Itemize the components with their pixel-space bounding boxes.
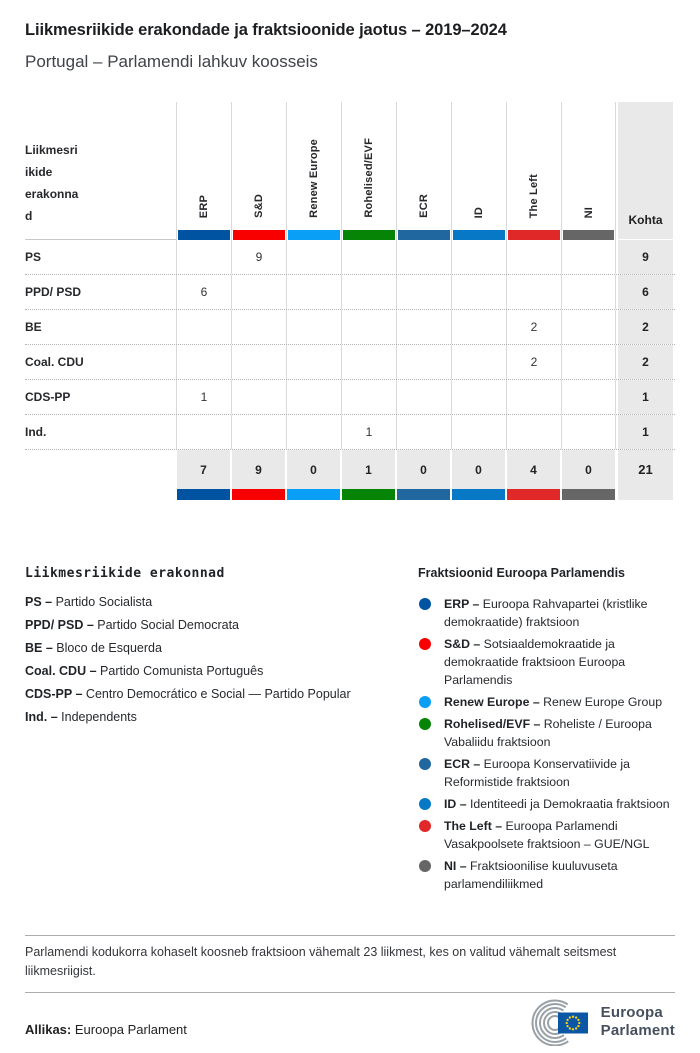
column-header-greens [341, 102, 396, 240]
party-legend-item [25, 687, 418, 701]
faction-legend-text [444, 595, 675, 631]
row-label: CDS-PP [25, 390, 71, 404]
column-total: 1 [342, 450, 395, 489]
cell-value [451, 275, 506, 309]
cell-value [506, 240, 561, 274]
column-header-renew [286, 102, 341, 240]
party-legend-items [25, 595, 418, 724]
faction-color-dot [419, 798, 431, 810]
faction-color-dot [419, 638, 431, 650]
table-body [25, 240, 675, 450]
cell-value [396, 415, 451, 449]
page-subtitle: Portugal – Parlamendi lahkuv koosseis [25, 52, 318, 71]
faction-color-bar [233, 230, 285, 240]
cell-value [176, 240, 231, 274]
faction-name: Identiteedi ja Demokraatia fraktsioon [469, 797, 670, 811]
cell-value [451, 415, 506, 449]
legends-section [25, 566, 675, 897]
column-label: NI [582, 206, 595, 218]
party-legend-heading: Liikmesriikide erakonnad [25, 566, 225, 581]
cell-value [176, 310, 231, 344]
row-header-label [25, 102, 176, 240]
cell-value [341, 345, 396, 379]
table-row [25, 240, 675, 275]
table-row [25, 275, 675, 310]
faction-color-bar [343, 230, 395, 240]
cell-value [231, 310, 286, 344]
row-seats-value: 2 [616, 345, 673, 379]
cell-value [561, 415, 616, 449]
faction-abbr: S&D – [444, 637, 481, 651]
faction-legend-items [418, 595, 675, 893]
column-label: ERP [198, 194, 210, 218]
faction-legend-text [444, 795, 670, 813]
faction-abbr: ECR – [444, 757, 481, 771]
faction-legend-text [444, 857, 675, 893]
row-seats-value: 9 [616, 240, 673, 274]
row-seats-value: 1 [616, 380, 673, 414]
party-name: Partido Comunista Português [100, 664, 264, 678]
row-header-line: erakonna [25, 187, 79, 201]
faction-color-bar [177, 489, 230, 500]
faction-abbr: ERP – [444, 597, 480, 611]
column-total: 7 [177, 450, 230, 489]
faction-color-bar [507, 489, 560, 500]
faction-color-dot [419, 598, 431, 610]
cell-value [396, 240, 451, 274]
party-abbr: Ind. – [25, 710, 58, 724]
cell-value [341, 310, 396, 344]
cell-value [176, 345, 231, 379]
totals-row [25, 450, 675, 489]
cell-value [286, 345, 341, 379]
cell-value [396, 380, 451, 414]
faction-color-dot [419, 860, 431, 872]
cell-value [396, 345, 451, 379]
row-label: PPD/ PSD [25, 285, 82, 299]
total-seats-value: 21 [616, 450, 673, 489]
party-abbr: PPD/ PSD – [25, 618, 94, 632]
cell-value: 2 [506, 345, 561, 379]
party-legend-item [25, 664, 418, 678]
column-header-erp [176, 102, 231, 240]
row-seats-value: 1 [616, 415, 673, 449]
cell-value [286, 240, 341, 274]
faction-color-bar [342, 489, 395, 500]
cell-value [561, 345, 616, 379]
row-header-line: d [25, 209, 33, 223]
cell-value [451, 345, 506, 379]
column-total: 0 [287, 450, 340, 489]
seats-column-label: Kohta [628, 213, 663, 227]
seats-column-footer [616, 489, 673, 500]
row-header-line: ikide [25, 165, 53, 179]
faction-name: Roheliste / Euroopa Vabaliidu fraktsioon [444, 717, 652, 749]
faction-legend [418, 566, 675, 897]
cell-value [451, 380, 506, 414]
cell-value: 2 [506, 310, 561, 344]
cell-value [506, 415, 561, 449]
cell-value [231, 345, 286, 379]
table-row [25, 345, 675, 380]
faction-legend-item [418, 715, 675, 751]
party-abbr: Coal. CDU – [25, 664, 97, 678]
ep-hemicycle-flag-icon [528, 999, 592, 1046]
cell-value [451, 310, 506, 344]
cell-value [286, 275, 341, 309]
cell-value [341, 240, 396, 274]
column-total: 0 [397, 450, 450, 489]
faction-color-dot [419, 718, 431, 730]
row-seats-value: 6 [616, 275, 673, 309]
table-row [25, 380, 675, 415]
totals-row-spacer [25, 450, 176, 489]
row-label: Ind. [25, 425, 47, 439]
faction-color-dot [419, 820, 431, 832]
page-title: Liikmesriikide erakondade ja fraktsioonide jaotus – 2019–2024 [25, 21, 507, 39]
faction-color-dot [419, 758, 431, 770]
faction-color-bar [287, 489, 340, 500]
cell-value [561, 380, 616, 414]
column-label: Renew Europe [308, 139, 320, 218]
faction-legend-item [418, 857, 675, 893]
bars-row-spacer [25, 489, 176, 500]
cell-value [286, 380, 341, 414]
bottom-section [25, 935, 675, 1046]
faction-legend-text [444, 817, 675, 853]
faction-legend-item [418, 817, 675, 853]
column-total: 0 [452, 450, 505, 489]
faction-abbr: Rohelised/EVF – [444, 717, 541, 731]
faction-legend-text [444, 755, 675, 791]
faction-legend-text [444, 635, 675, 689]
cell-value [396, 275, 451, 309]
faction-legend-item [418, 693, 675, 711]
column-label: Rohelised/EVF [363, 138, 375, 218]
row-label: PS [25, 250, 42, 264]
faction-legend-item [418, 635, 675, 689]
column-header-ni [561, 102, 616, 240]
faction-color-bar [288, 230, 340, 240]
party-legend [25, 566, 418, 733]
cell-value [231, 380, 286, 414]
cell-value [341, 380, 396, 414]
column-total: 9 [232, 450, 285, 489]
faction-legend-item [418, 755, 675, 791]
faction-color-bar [397, 489, 450, 500]
cell-value [286, 310, 341, 344]
ep-logo-line2: Parlament [600, 1022, 675, 1040]
column-header-ecr [396, 102, 451, 240]
cell-value [231, 415, 286, 449]
row-header-line: Liikmesri [25, 143, 78, 157]
faction-legend-text [444, 715, 675, 751]
column-header-left [506, 102, 561, 240]
source-line [25, 1022, 187, 1037]
faction-color-bar [508, 230, 560, 240]
footer-color-bars-row [25, 489, 675, 500]
cell-value [506, 380, 561, 414]
faction-color-bar [563, 230, 614, 240]
cell-value [231, 275, 286, 309]
cell-value [286, 415, 341, 449]
cell-value: 9 [231, 240, 286, 274]
cell-value: 6 [176, 275, 231, 309]
table-row [25, 415, 675, 450]
party-abbr: CDS-PP – [25, 687, 83, 701]
cell-value [561, 310, 616, 344]
cell-value [176, 415, 231, 449]
party-name: Partido Social Democrata [97, 618, 239, 632]
faction-legend-item [418, 595, 675, 631]
party-legend-item [25, 595, 418, 609]
ep-logo-line1: Euroopa [600, 1003, 663, 1021]
column-label: S&D [253, 194, 265, 218]
seats-column-header [616, 102, 673, 240]
faction-color-dot [419, 696, 431, 708]
faction-name: Euroopa Parlamendi Vasakpoolsete fraktsioon – GUE/NGL [444, 819, 650, 851]
faction-legend-text [444, 693, 662, 711]
party-legend-item [25, 710, 418, 724]
faction-color-bar [453, 230, 505, 240]
faction-abbr: The Left – [444, 819, 503, 833]
party-abbr: PS – [25, 595, 53, 609]
cell-value: 1 [341, 415, 396, 449]
column-header-sd [231, 102, 286, 240]
ep-logo [528, 999, 675, 1046]
cell-value [396, 310, 451, 344]
cell-value [341, 275, 396, 309]
cell-value [561, 240, 616, 274]
faction-legend-item [418, 795, 675, 813]
table-header-row [25, 102, 675, 240]
footer [25, 999, 675, 1046]
faction-color-bar [562, 489, 615, 500]
party-legend-item [25, 641, 418, 655]
faction-abbr: Renew Europe – [444, 695, 540, 709]
column-label: The Left [528, 173, 540, 218]
party-name: Centro Democrático e Social — Partido Popular [85, 687, 351, 701]
party-name: Partido Socialista [55, 595, 153, 609]
column-label: ID [473, 206, 485, 218]
row-label: Coal. CDU [25, 355, 84, 369]
faction-abbr: NI – [444, 859, 467, 873]
ep-logo-text [601, 1004, 675, 1041]
faction-color-bar [452, 489, 505, 500]
party-legend-item [25, 618, 418, 632]
row-label: BE [25, 320, 42, 334]
column-total: 4 [507, 450, 560, 489]
faction-name: Euroopa Rahvapartei (kristlike demokraatide) fraktsioon [444, 597, 648, 629]
faction-color-bar [398, 230, 450, 240]
faction-name: Sotsiaaldemokraatide ja demokraatide fraktsioon Euroopa Parlamendis [444, 637, 626, 687]
source-value: Euroopa Parlament [74, 1021, 187, 1037]
table-row [25, 310, 675, 345]
footnote-block [25, 935, 675, 993]
party-faction-table [25, 102, 675, 500]
faction-color-bar [232, 489, 285, 500]
party-abbr: BE – [25, 641, 53, 655]
column-label: ECR [418, 194, 430, 218]
column-header-id [451, 102, 506, 240]
source-label: Allikas: [25, 1021, 72, 1037]
cell-value [506, 275, 561, 309]
faction-name: Euroopa Konservatiivide ja Reformistide fraktsioon [444, 757, 630, 789]
column-total: 0 [562, 450, 615, 489]
faction-legend-heading: Fraktsioonid Euroopa Parlamendis [418, 566, 625, 580]
party-name: Independents [61, 710, 137, 724]
faction-abbr: ID – [444, 797, 467, 811]
faction-color-bar [178, 230, 230, 240]
cell-value [561, 275, 616, 309]
faction-name: Fraktsioonilise kuuluvuseta parlamendiliikmed [444, 859, 618, 891]
cell-value [451, 240, 506, 274]
footnote-text: Parlamendi kodukorra kohaselt koosneb fraktsioon vähemalt 23 liikmest, kes on valitud vähemalt seitsmest liikmesriigist. [25, 945, 617, 979]
row-seats-value: 2 [616, 310, 673, 344]
faction-name: Renew Europe Group [543, 695, 663, 709]
cell-value: 1 [176, 380, 231, 414]
party-name: Bloco de Esquerda [56, 641, 162, 655]
